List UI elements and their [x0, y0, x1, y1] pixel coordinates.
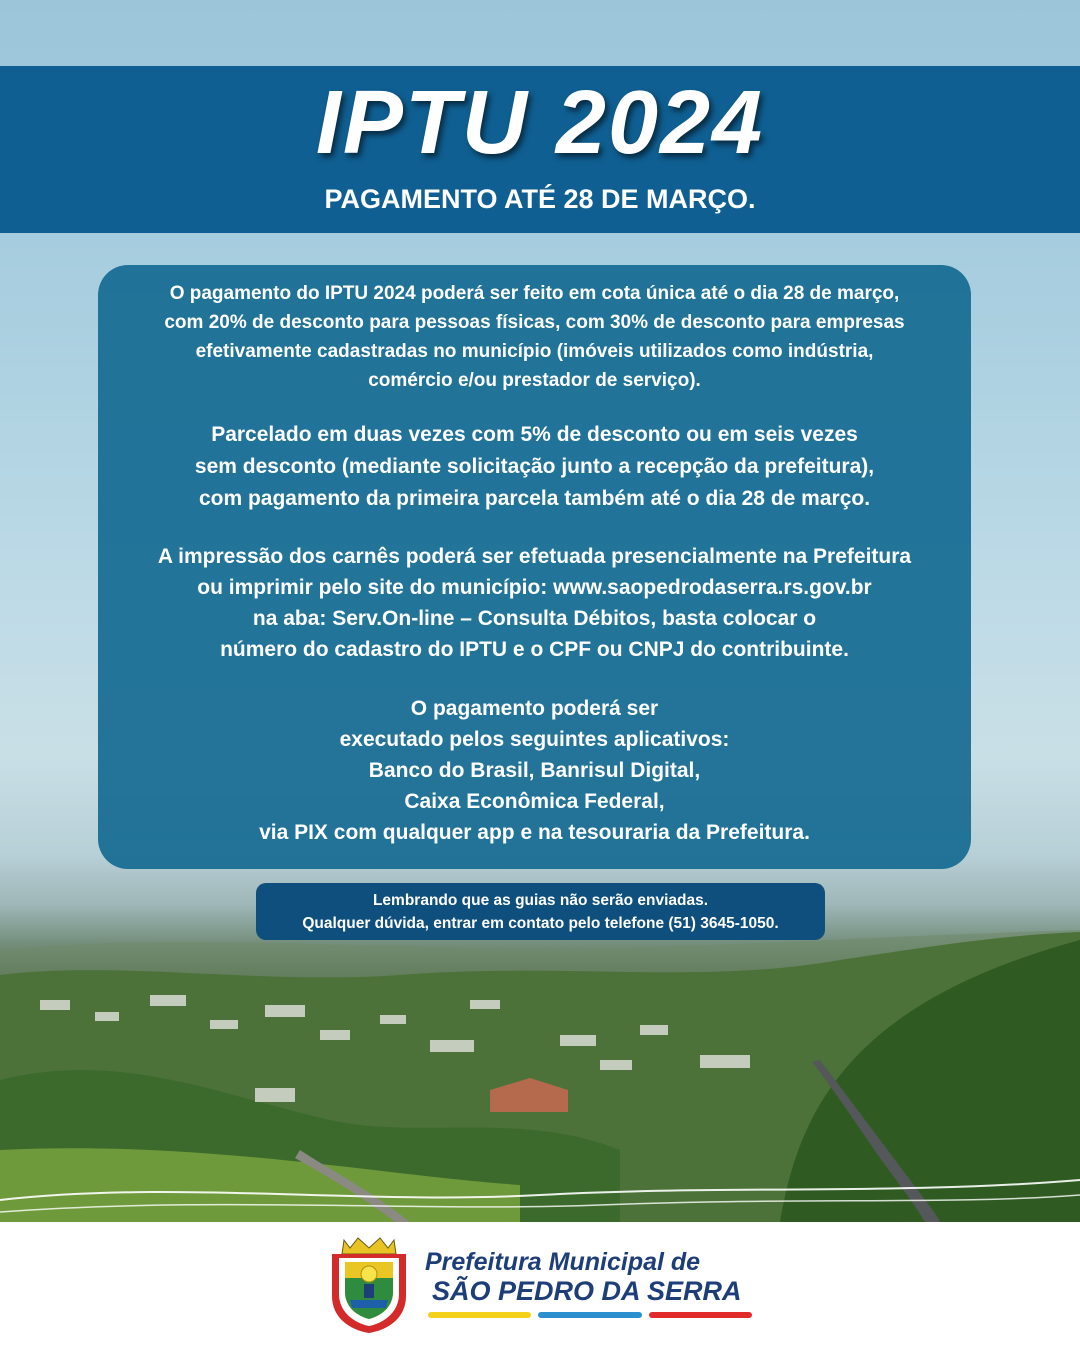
info-paragraph-installments: Parcelado em duas vezes com 5% de desconto ou em seis vezes sem desconto (mediante solicitação junto a recepção da prefeitura), com pagamento da primeira parcela também até o dia 28 de março.	[194, 423, 875, 510]
org-name-line1: Prefeitura Municipal de	[425, 1248, 701, 1276]
reminder-notice: Lembrando que as guias não serão enviadas. Qualquer dúvida, entrar em contato pelo telefone (51) 3645-1050.	[256, 883, 825, 940]
stripe-red	[649, 1312, 752, 1318]
stripe-blue	[538, 1312, 642, 1318]
info-paragraph-printing: A impressão dos carnês poderá ser efetuada presencialmente na Prefeitura ou imprimir pelo site do município: www.saopedrodaserra.rs.gov.br na aba: Serv.On-line – Consulta Débitos, basta colocar o número do cadastro do IPTU e o CPF ou CNPJ do contribuinte.	[157, 545, 912, 661]
municipal-crest-icon	[326, 1234, 412, 1334]
info-panel	[98, 265, 971, 869]
org-name-line2: SÃO PEDRO DA SERRA	[432, 1276, 742, 1306]
payment-deadline-subtitle: PAGAMENTO ATÉ 28 DE MARÇO.	[324, 184, 756, 214]
info-paragraph-payment-apps: O pagamento poderá ser executado pelos seguintes aplicativos: Banco do Brasil, Banrisul Digital, Caixa Econômica Federal, via PIX com qualquer app e na tesouraria da Prefeitura.	[259, 697, 810, 844]
page-title: IPTU 2024	[315, 73, 765, 173]
stripe-yellow	[428, 1312, 531, 1318]
info-paragraph-single-payment: O pagamento do IPTU 2024 poderá ser feito em cota única até o dia 28 de março, com 20% de desconto para pessoas físicas, com 30% de desconto para empresas efetivamente cadastradas no município (imóveis utilizados como indústria, comércio e/ou prestador de serviço).	[164, 283, 905, 391]
